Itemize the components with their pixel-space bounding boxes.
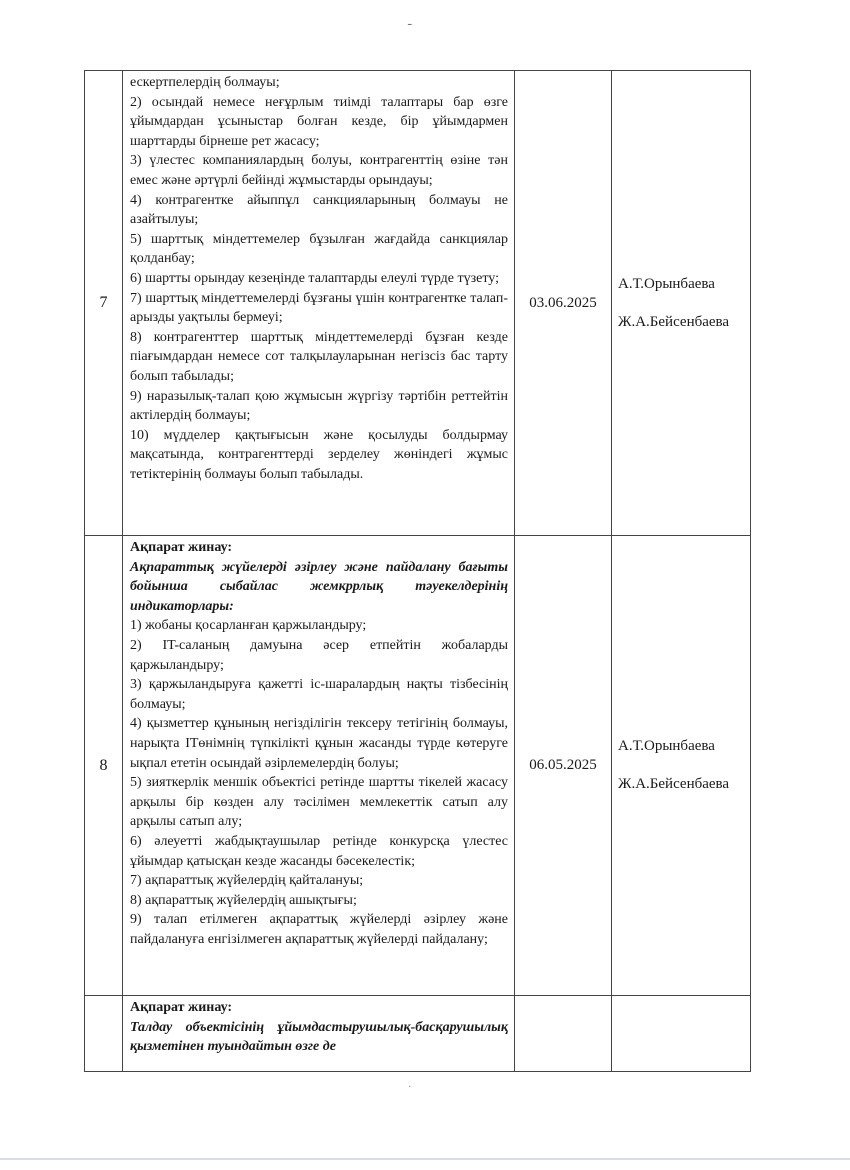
row-number [85,996,123,1072]
list-item: 4) контрагентке айыппұл санкцияларының болмауы не азайтылуы; [130,192,508,228]
section-heading: Ақпарат жинау: [130,1000,233,1015]
row-number: 7 [85,71,123,536]
list-item: 7) шарттық міндеттемелерді бұзғаны үшін контрагентке талап-арызды уақтылы бермеуі; [130,290,508,326]
list-item: 8) контрагенттер шарттық міндеттемелерді бұзған кезде піағымдардан немесе сот талқылауларынан негізсіз бас тарту болып табылады; [130,329,508,384]
list-item: 8) ақпараттық жүйелердің ашықтығы; [130,892,357,908]
row-date: 06.05.2025 [515,536,612,996]
row-date: 03.06.2025 [515,71,612,536]
section-heading: Ақпарат жинау: [130,540,233,555]
list-item: 7) ақпараттық жүйелердің қайталануы; [130,873,364,889]
table-row [85,71,751,536]
responsible-person: Ж.А.Бейсенбаева [618,776,730,792]
row-description [123,996,515,1072]
row-description [123,536,515,996]
section-subheading: Талдау объектісінің ұйымдастырушылық-басқарушылық қызметінен туындайтын өзге де [130,1019,508,1055]
list-item: 2) IT-саланың дамуына әсер етпейтін жобаларды қаржыландыру; [130,637,508,673]
list-item: 10) мүдделер қақтығысын және қосылуды болдырмау мақсатында, контрагенттерді зерделеу жөніндегі жұмыс тетіктерінің болмауы болып табылады. [130,427,508,482]
responsible-person: А.Т.Орынбаева [618,738,715,754]
section-subheading: Ақпараттық жүйелерді әзірлеу және пайдалану бағыты бойынша сыбайлас жемкррлық тәуекелдерінің индикаторлары: [130,559,508,614]
list-item: 2) осындай немесе неғұрлым тиімді талаптары бар өзге ұйымдардан ұсыныстар болған кезде, бір ұйымдармен шарттарды бірнеше рет жасасу; [130,94,508,149]
row-responsible [612,536,751,996]
row-responsible [612,71,751,536]
list-item: 9) талап етілмеген ақпараттық жүйелерді әзірлеу және пайдалануға енгізілмеген ақпараттық жүйелерді пайдалану; [130,912,508,947]
table-row [85,996,751,1072]
list-item: ескертпелердің болмауы; [130,75,280,90]
risk-indicators-table [84,70,751,1072]
list-item: 5) зияткерлік меншік объектісі ретінде шартты тікелей жасасу арқылы бір көзден алу тәсілімен мемлекеттік сатып алу арқылы сатып алу; [130,775,508,830]
row-description [123,71,515,536]
list-item: 3) үлестес компаниялардың болуы, контрагенттің өзіне тән емес және әртүрлі бейінді жұмыстарды орындауы; [130,153,508,188]
responsible-person: А.Т.Орынбаева [618,275,715,292]
page-edge [0,1158,850,1160]
list-item: 5) шарттық міндеттемелер бұзылған жағдайда санкциялар қолданбау; [130,231,508,267]
list-item: 9) наразылық-талап қою жұмысын жүргізу тәртібін реттейтін актілердің болмауы; [130,388,508,424]
list-item: 6) шартты орындау кезеңінде талаптарды елеулі түрде түзету; [130,270,500,286]
table-row [85,536,751,996]
list-item: 6) әлеуетті жабдықтаушылар ретінде конкурсқа үлестес ұйымдар қатысқан кезде жасанды бәсекелестік; [130,833,508,869]
row-date [515,996,612,1072]
scan-dot: · [408,1082,412,1093]
page-mark: ـ [408,14,412,28]
list-item: 4) қызметтер құнының негізділігін тексеру тетігінің болмауы, нарықта ITөнімнің түпкілікті құнын жасанды түрде көтеруге ықпал ететін осындай әзірлемелердің болуы; [130,716,508,771]
row-number: 8 [85,536,123,996]
list-item: 1) жобаны қосарланған қаржыландыру; [130,618,367,634]
responsible-person: Ж.А.Бейсенбаева [618,313,730,330]
row-responsible [612,996,751,1072]
list-item: 3) қаржыландыруға қажетті іс-шаралардың нақты тізбесінің болмауы; [130,677,508,712]
